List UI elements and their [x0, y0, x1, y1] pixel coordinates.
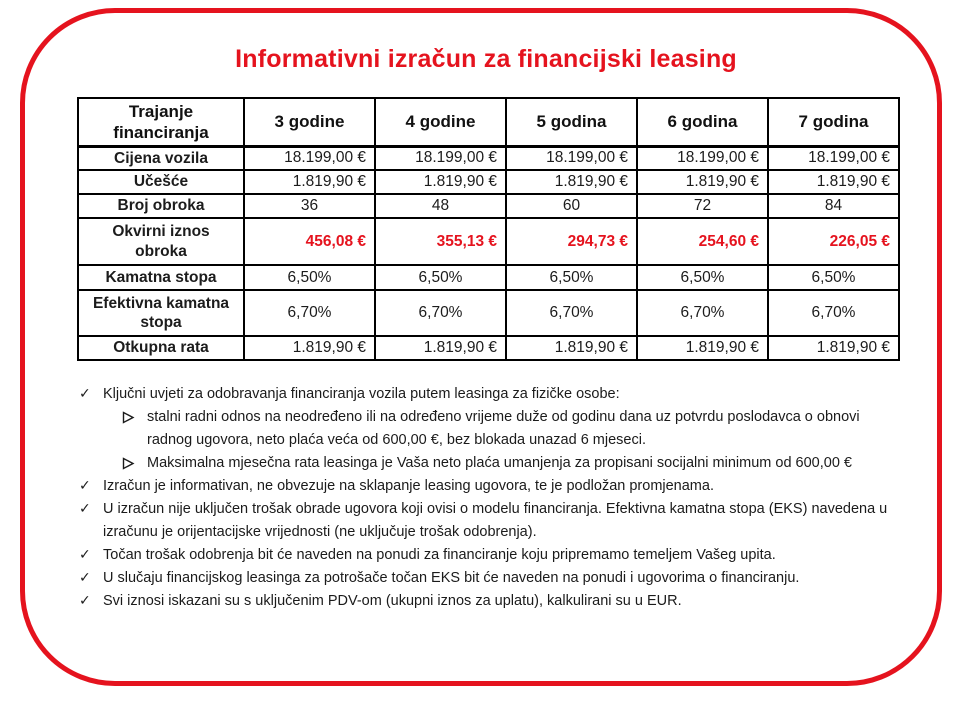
table-cell: 6,50%	[244, 265, 375, 290]
table-cell: 254,60 €	[637, 218, 768, 265]
row-label: Cijena vozila	[78, 146, 244, 170]
table-cell: 60	[506, 194, 637, 218]
row-label: Okvirni iznos obroka	[78, 218, 244, 265]
table-cell: 6,70%	[637, 290, 768, 336]
table-cell: 6,50%	[637, 265, 768, 290]
note-text: Svi iznosi iskazani su s uključenim PDV-om (ukupni iznos za uplatu), kalkulirani su u EUR.	[103, 593, 682, 609]
table-cell: 1.819,90 €	[768, 170, 899, 194]
row-label: Broj obroka	[78, 194, 244, 218]
note-item	[78, 498, 906, 544]
header-4-years: 4 godine	[375, 98, 506, 146]
leasing-table	[77, 97, 900, 361]
check-bullet-icon: ✓	[79, 547, 91, 563]
table-cell: 456,08 €	[244, 218, 375, 265]
table-cell: 18.199,00 €	[637, 146, 768, 170]
notes-list	[78, 383, 906, 613]
table-cell: 1.819,90 €	[375, 336, 506, 360]
table-header-row	[78, 98, 899, 146]
table-cell: 1.819,90 €	[506, 170, 637, 194]
note-item	[78, 590, 906, 613]
table-cell: 6,50%	[768, 265, 899, 290]
table-cell: 1.819,90 €	[506, 336, 637, 360]
note-item	[78, 544, 906, 567]
header-7-years: 7 godina	[768, 98, 899, 146]
table-cell: 18.199,00 €	[768, 146, 899, 170]
table-cell: 6,70%	[244, 290, 375, 336]
header-5-years: 5 godina	[506, 98, 637, 146]
check-bullet-icon: ✓	[79, 478, 91, 494]
table-row-installment-count	[78, 194, 899, 218]
check-bullet-icon: ✓	[79, 570, 91, 586]
row-label: Efektivna kamatna stopa	[78, 290, 244, 336]
table-row-interest-rate	[78, 265, 899, 290]
table-cell: 84	[768, 194, 899, 218]
table-cell: 6,70%	[506, 290, 637, 336]
table-cell: 1.819,90 €	[637, 336, 768, 360]
note-text: Maksimalna mjesečna rata leasinga je Vaša neto plaća umanjenja za propisani socijalni minimum od 600,00 €	[147, 455, 852, 471]
table-cell: 18.199,00 €	[244, 146, 375, 170]
header-3-years: 3 godine	[244, 98, 375, 146]
header-duration: Trajanje financiranja	[78, 98, 244, 146]
table-row-down-payment	[78, 170, 899, 194]
note-text: U slučaju financijskog leasinga za potrošače točan EKS bit će naveden na ponudi i ugovorima o financiranju.	[103, 570, 800, 586]
table-cell: 18.199,00 €	[375, 146, 506, 170]
table-row-effective-interest-rate	[78, 290, 899, 336]
table-cell: 6,50%	[375, 265, 506, 290]
table-cell: 18.199,00 €	[506, 146, 637, 170]
table-cell: 1.819,90 €	[637, 170, 768, 194]
table-cell: 355,13 €	[375, 218, 506, 265]
leasing-table-container	[77, 97, 900, 361]
note-text: stalni radni odnos na neodređeno ili na određeno vrijeme duže od godinu dana uz potvrdu poslodavca o obnovi radnog ugovora, neto plaća veća od 600,00 €, bez blokada unazad 6 mjeseci.	[147, 409, 860, 448]
note-item	[78, 475, 906, 498]
note-text: U izračun nije uključen trošak obrade ugovora koji ovisi o modelu financiranja. Efektivna kamatna stopa (EKS) navedena u izračunu je orijentacijske vrijednosti (ne uključuje trošak odobrenja).	[103, 501, 888, 540]
table-cell: 294,73 €	[506, 218, 637, 265]
table-cell: 1.819,90 €	[768, 336, 899, 360]
arrow-bullet-icon	[122, 411, 135, 424]
table-cell: 72	[637, 194, 768, 218]
table-row-vehicle-price	[78, 146, 899, 170]
note-subitem	[78, 406, 906, 452]
note-text: Izračun je informativan, ne obvezuje na sklapanje leasing ugovora, te je podložan promjenama.	[103, 478, 714, 494]
table-cell: 6,70%	[768, 290, 899, 336]
table-row-installment-amount	[78, 218, 899, 265]
note-text: Ključni uvjeti za odobravanja financiranja vozila putem leasinga za fizičke osobe:	[103, 386, 620, 402]
row-label: Otkupna rata	[78, 336, 244, 360]
note-subitem	[78, 452, 906, 475]
table-cell: 36	[244, 194, 375, 218]
table-cell: 226,05 €	[768, 218, 899, 265]
note-item	[78, 383, 906, 406]
page-title: Informativni izračun za financijski leasing	[235, 45, 737, 73]
table-cell: 6,70%	[375, 290, 506, 336]
header-6-years: 6 godina	[637, 98, 768, 146]
row-label: Kamatna stopa	[78, 265, 244, 290]
note-text: Točan trošak odobrenja bit će naveden na ponudi za financiranje koju pripremamo temeljem Vašeg upita.	[103, 547, 776, 563]
note-item	[78, 567, 906, 590]
check-bullet-icon: ✓	[79, 386, 91, 402]
table-cell: 48	[375, 194, 506, 218]
table-row-buyout-installment	[78, 336, 899, 360]
table-cell: 1.819,90 €	[244, 336, 375, 360]
check-bullet-icon: ✓	[79, 501, 91, 517]
row-label: Učešće	[78, 170, 244, 194]
check-bullet-icon: ✓	[79, 593, 91, 609]
arrow-bullet-icon	[122, 457, 135, 470]
table-cell: 1.819,90 €	[375, 170, 506, 194]
table-cell: 6,50%	[506, 265, 637, 290]
table-cell: 1.819,90 €	[244, 170, 375, 194]
